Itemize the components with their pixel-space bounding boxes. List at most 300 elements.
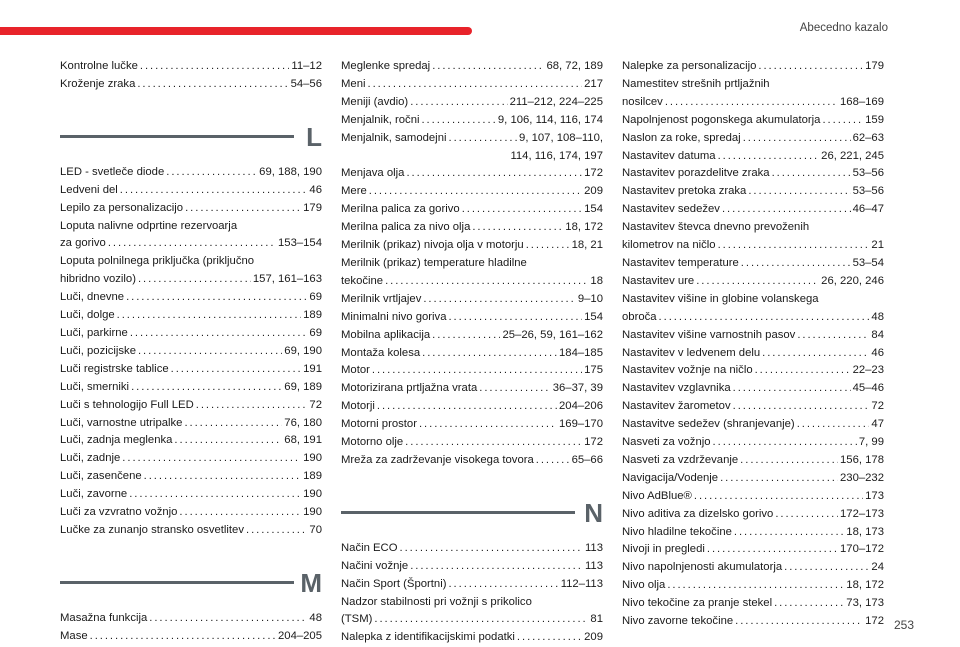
index-entry-text-line: Nastavitev višine in globine volanskega <box>622 292 819 305</box>
index-entry-pages: 172 <box>584 167 603 180</box>
leader-dots <box>174 432 282 450</box>
index-entry-pages: 191 <box>303 362 322 375</box>
index-entry-text: Montaža kolesa <box>341 346 421 359</box>
index-entry-line <box>622 613 884 631</box>
index-entry-text: Nasveti za vzdrževanje <box>622 453 739 466</box>
index-entry-pages: 209 <box>584 631 603 644</box>
index-entry-pages: 168–169 <box>840 95 884 108</box>
section-divider <box>60 135 294 138</box>
index-entry-line <box>60 504 322 522</box>
leader-dots <box>659 309 870 327</box>
index-entry-text: Merilna palica za nivo olja <box>341 221 471 234</box>
index-entry-text: Ledveni del <box>60 183 118 196</box>
index-entry <box>60 76 322 94</box>
index-entry-text: Menjalnik, ročni <box>341 113 420 126</box>
leader-dots <box>196 397 308 415</box>
index-entry-pages: 175 <box>584 364 603 377</box>
index-entry-line <box>341 183 603 201</box>
leader-dots <box>422 345 557 363</box>
index-entry-pages: 170–172 <box>840 543 884 556</box>
index-entry-line <box>622 452 884 470</box>
index-entry-text: Merilnik (prikaz) nivoja olja v motorju <box>341 239 524 252</box>
leader-dots <box>117 307 301 325</box>
index-entry <box>60 343 322 361</box>
index-entry-line <box>60 486 322 504</box>
index-entry <box>60 504 322 522</box>
page-number: 253 <box>893 618 914 632</box>
index-entry <box>622 362 884 380</box>
index-entry <box>622 398 884 416</box>
index-entry <box>622 130 884 148</box>
index-entry-line <box>341 416 603 434</box>
section-letter: M <box>300 567 322 598</box>
index-entry-text: Motorji <box>341 400 375 413</box>
index-entry <box>622 595 884 613</box>
index-entry-pages: 209 <box>584 185 603 198</box>
leader-dots <box>171 361 302 379</box>
index-entry-text: Nivo AdBlue® <box>622 489 692 502</box>
index-entry <box>622 291 884 327</box>
index-entry-text: nosilcev <box>622 95 663 108</box>
leader-dots <box>536 452 570 470</box>
leader-dots <box>784 559 869 577</box>
leader-dots <box>517 629 582 647</box>
leader-dots <box>449 130 518 148</box>
index-entry-line <box>622 201 884 219</box>
index-entry <box>60 289 322 307</box>
index-entry-text: Menjalnik, samodejni <box>341 131 447 144</box>
index-entry <box>60 415 322 433</box>
index-entry <box>341 452 603 470</box>
index-entry-pages: 46 <box>309 183 322 196</box>
index-entry-line <box>341 130 603 148</box>
leader-dots <box>410 558 583 576</box>
index-entry-text: Luči, zavorne <box>60 488 128 501</box>
index-entry-pages: 18, 21 <box>571 239 603 252</box>
index-entry-line <box>622 380 884 398</box>
index-entry-pages: 25–26, 59, 161–162 <box>502 328 603 341</box>
index-entry <box>60 325 322 343</box>
index-entry-text: Naslon za roke, spredaj <box>622 131 741 144</box>
index-entry <box>622 380 884 398</box>
index-entry-text: Kontrolne lučke <box>60 60 138 72</box>
index-entry-line <box>622 595 884 613</box>
index-entry-line <box>622 309 884 327</box>
index-entry <box>622 327 884 345</box>
index-entry-line <box>622 524 884 542</box>
leader-dots <box>718 237 870 255</box>
index-entry <box>341 255 603 291</box>
section-heading <box>60 560 322 604</box>
index-entry-text: hibridno vozilo) <box>60 273 136 286</box>
index-entry-pages: 47 <box>871 418 884 431</box>
index-entry-line <box>341 309 603 327</box>
index-entry-line <box>341 611 603 629</box>
index-entry <box>622 452 884 470</box>
index-entry-line <box>622 183 884 201</box>
index-entry <box>622 76 884 112</box>
index-entry-pages: 9, 107, 108–110, <box>519 131 603 144</box>
index-entry-text: Luči s tehnologijo Full LED <box>60 398 194 411</box>
index-entry-pages: 184–185 <box>559 346 603 359</box>
leader-dots <box>130 325 308 343</box>
index-entry <box>341 398 603 416</box>
index-entry-line <box>60 343 322 361</box>
index-entry-line <box>60 182 322 200</box>
index-entry <box>341 558 603 576</box>
leader-dots <box>138 271 251 289</box>
index-entry-pages: 179 <box>303 201 322 214</box>
index-entry-pages: 159 <box>865 113 884 126</box>
index-entry-line <box>60 361 322 379</box>
leader-dots <box>774 595 844 613</box>
index-entry-line <box>60 307 322 325</box>
index-entry-pages: 53–56 <box>852 167 884 180</box>
index-entry-text-line: Nadzor stabilnosti pri vožnji s prikolico <box>341 595 532 608</box>
index-entry-pages: 24 <box>871 561 884 574</box>
index-entry-text: Lučke za zunanjo stransko osvetlitev <box>60 523 244 536</box>
index-entry-text: Nastavitev ure <box>622 274 695 287</box>
index-entry-line <box>60 235 322 253</box>
index-entry-pages: 172 <box>865 615 884 628</box>
index-entry-line <box>341 629 603 647</box>
index-entry <box>622 58 884 76</box>
index-entry-line <box>60 200 322 218</box>
index-entry-text: Nasveti za vožnjo <box>622 436 711 449</box>
index-entry-text-line: Namestitev strešnih prtljažnih <box>622 77 770 90</box>
index-entry-pages: 48 <box>309 611 322 624</box>
index-entry-text: Luči, dolge <box>60 309 115 322</box>
index-entry-line <box>60 468 322 486</box>
index-entry-line <box>60 271 322 289</box>
index-entry <box>622 577 884 595</box>
index-entry-line <box>622 327 884 345</box>
index-entry-text: Nivo zavorne tekočine <box>622 615 734 628</box>
index-entry-text: Motorno olje <box>341 436 404 449</box>
index-entry <box>622 559 884 577</box>
index-entry-line <box>622 577 884 595</box>
index-entry-line <box>341 291 603 309</box>
index-entry-pages: 45–46 <box>852 382 884 395</box>
index-entry-line <box>341 237 603 255</box>
index-entry-text: Nivo tekočine za pranje stekel <box>622 597 773 610</box>
index-column-2 <box>341 58 603 647</box>
index-entry <box>60 628 322 646</box>
index-entry-text: Načini vožnje <box>341 559 409 572</box>
index-entry-pages: 154 <box>584 203 603 216</box>
index-column-3 <box>622 58 884 631</box>
index-entry-line <box>60 522 322 540</box>
leader-dots <box>797 416 870 434</box>
index-entry-line <box>622 255 884 273</box>
index-entry-line <box>341 362 603 380</box>
index-entry-pages: 46–47 <box>852 203 884 216</box>
leader-dots <box>720 470 838 488</box>
index-entry <box>622 488 884 506</box>
index-entry <box>60 307 322 325</box>
page-header-title: Abecedno kazalo <box>799 22 888 34</box>
index-entry-text: Kroženje zraka <box>60 77 136 90</box>
index-entry-line <box>622 273 884 291</box>
leader-dots <box>129 486 301 504</box>
index-entry-text: Menjava olja <box>341 167 405 180</box>
index-entry-line <box>622 559 884 577</box>
index-entry-line <box>622 398 884 416</box>
index-entry-line <box>341 219 603 237</box>
index-entry-pages: 190 <box>303 452 322 465</box>
index-entry-pages: 18, 172 <box>846 579 884 592</box>
leader-dots <box>733 398 870 416</box>
index-entry-pages: 21 <box>871 239 884 252</box>
index-entry <box>341 576 603 594</box>
leader-dots <box>372 362 582 380</box>
index-entry <box>622 183 884 201</box>
index-entry-line <box>622 58 884 76</box>
index-entry-pages: 230–232 <box>840 471 884 484</box>
index-entry-text: Nivo napolnjenosti akumulatorja <box>622 561 783 574</box>
index-entry-line <box>60 76 322 94</box>
index-entry-pages: 69 <box>309 291 322 304</box>
index-entry-pages: 172 <box>584 436 603 449</box>
index-entry <box>622 541 884 559</box>
index-entry <box>341 380 603 398</box>
leader-dots <box>405 434 582 452</box>
leader-dots <box>667 577 844 595</box>
index-entry <box>60 218 322 254</box>
index-entry-line <box>341 273 603 291</box>
index-entry <box>341 362 603 380</box>
leader-dots <box>707 541 838 559</box>
index-entry-line <box>60 610 322 628</box>
index-entry-text: Merilna palica za gorivo <box>341 203 460 216</box>
section-letter: L <box>306 121 322 152</box>
leader-dots <box>369 183 582 201</box>
index-entry <box>341 58 603 76</box>
leader-dots <box>419 416 557 434</box>
index-entry-pages: 73, 173 <box>846 597 884 610</box>
index-entry <box>341 327 603 345</box>
index-entry-line <box>341 452 603 470</box>
index-entry-pages: 81 <box>590 613 603 626</box>
index-entry-pages: 18, 172 <box>565 221 603 234</box>
index-entry-line <box>341 76 603 94</box>
index-entry-text: Nastavitev pretoka zraka <box>622 185 747 198</box>
section-letter: N <box>584 497 603 528</box>
index-entry-line <box>341 398 603 416</box>
index-entry-pages: 26, 220, 246 <box>821 274 884 287</box>
leader-dots <box>140 58 290 76</box>
index-entry <box>622 219 884 255</box>
index-entry-pages: 69, 190 <box>284 344 322 357</box>
index-entry-pages: 157, 161–163 <box>252 273 322 286</box>
leader-dots <box>448 309 582 327</box>
index-entry-text: Meglenke spredaj <box>341 60 431 72</box>
index-entry-pages: 69, 188, 190 <box>259 165 322 178</box>
index-entry-text: Luči za vzvratno vožnjo <box>60 506 178 519</box>
leader-dots <box>462 201 582 219</box>
index-entry-text: Luči, varnostne utripalke <box>60 416 183 429</box>
leader-dots <box>822 112 863 130</box>
leader-dots <box>137 76 288 94</box>
index-entry <box>341 201 603 219</box>
index-entry-pages: 189 <box>303 309 322 322</box>
leader-dots <box>90 628 276 646</box>
index-entry-line <box>60 450 322 468</box>
section-divider <box>60 581 294 584</box>
index-entry <box>341 629 603 647</box>
index-entry-text: kilometrov na ničlo <box>622 239 716 252</box>
index-entry-pages: 211–212, 224–225 <box>509 95 603 108</box>
index-entry-line <box>341 112 603 130</box>
index-entry-pages: 18 <box>590 274 603 287</box>
index-column-1 <box>60 58 322 646</box>
index-entry-line <box>341 345 603 363</box>
index-entry-text: Nastavitev vzglavnika <box>622 382 731 395</box>
index-entry <box>60 397 322 415</box>
index-entry-text: za gorivo <box>60 237 106 250</box>
index-entry-pages: 9–10 <box>577 292 603 305</box>
index-entry-line <box>622 94 884 112</box>
index-entry-text: Nastavitev vožnje na ničlo <box>622 364 753 377</box>
index-entry-text: Mase <box>60 629 88 642</box>
index-entry-line <box>60 325 322 343</box>
leader-dots <box>149 610 307 628</box>
index-entry <box>622 273 884 291</box>
index-entry-line <box>622 148 884 166</box>
header-accent-bar <box>0 27 472 35</box>
index-entry <box>622 148 884 166</box>
index-entry <box>60 432 322 450</box>
index-entry-line <box>60 628 322 646</box>
index-entry <box>622 524 884 542</box>
index-entry-line <box>341 558 603 576</box>
leader-dots <box>108 235 276 253</box>
index-entry-line <box>622 130 884 148</box>
index-entry-text: Meniji (avdio) <box>341 95 409 108</box>
leader-dots <box>740 452 838 470</box>
index-entry <box>622 345 884 363</box>
leader-dots <box>184 415 282 433</box>
index-entry-pages: 190 <box>303 506 322 519</box>
index-entry-pages: 7, 99 <box>858 436 884 449</box>
index-entry-text-line: Loputa polnilnega priključka (priključno <box>60 255 255 268</box>
index-entry <box>622 112 884 130</box>
index-entry-pages: 172–173 <box>840 507 884 520</box>
index-entry-pages: 54–56 <box>290 77 322 90</box>
index-entry-text: Nastavitev sedežev <box>622 203 720 216</box>
index-entry-text: Nivo olja <box>622 579 666 592</box>
index-entry-line <box>622 345 884 363</box>
index-entry <box>341 94 603 112</box>
index-entry-line <box>341 540 603 558</box>
leader-dots <box>526 237 570 255</box>
index-entry <box>341 183 603 201</box>
leader-dots <box>421 112 495 130</box>
index-entry <box>60 522 322 540</box>
index-entry-text: Motorizirana prtljažna vrata <box>341 382 478 395</box>
index-entry-line <box>622 237 884 255</box>
index-entry-pages: 204–205 <box>278 629 322 642</box>
index-entry <box>341 291 603 309</box>
leader-dots <box>432 327 500 345</box>
leader-dots <box>138 343 282 361</box>
leader-dots <box>144 468 301 486</box>
index-entry-pages: 156, 178 <box>840 453 884 466</box>
index-entry-text: Nastavitev temperature <box>622 256 739 269</box>
index-entry-text: Minimalni nivo goriva <box>341 310 447 323</box>
index-entry-pages: 53–54 <box>852 256 884 269</box>
index-entry <box>341 345 603 363</box>
leader-dots <box>179 504 301 522</box>
index-entry-text: Nastavitev porazdelitve zraka <box>622 167 770 180</box>
leader-dots <box>374 611 588 629</box>
index-entry <box>60 379 322 397</box>
index-entry-line <box>341 165 603 183</box>
index-entry-pages: 204–206 <box>559 400 603 413</box>
leader-dots <box>696 273 819 291</box>
leader-dots <box>718 148 820 166</box>
section-divider <box>341 511 575 514</box>
index-entry-text: Mobilna aplikacija <box>341 328 431 341</box>
index-entry-text: Nalepke za personalizacijo <box>622 60 757 72</box>
index-entry <box>622 470 884 488</box>
index-entry-line <box>622 506 884 524</box>
index-entry-line <box>60 379 322 397</box>
leader-dots <box>755 362 851 380</box>
index-entry-pages: 53–56 <box>852 185 884 198</box>
index-entry-line <box>622 112 884 130</box>
index-entry <box>60 610 322 628</box>
leader-dots <box>423 291 576 309</box>
index-entry-pages: 189 <box>303 470 322 483</box>
leader-dots <box>713 434 857 452</box>
index-entry-text: Luči, dnevne <box>60 291 125 304</box>
index-entry-pages: 154 <box>584 310 603 323</box>
index-entry <box>60 182 322 200</box>
leader-dots <box>120 182 308 200</box>
index-entry-text: Luči, zadnja meglenka <box>60 434 173 447</box>
index-entry-text: Mere <box>341 185 367 198</box>
index-entry-line <box>622 470 884 488</box>
index-entry <box>60 200 322 218</box>
index-entry-line <box>341 94 603 112</box>
index-entry-pages: 113 <box>584 559 603 572</box>
index-entry-text: Nastavitev žarometov <box>622 400 731 413</box>
leader-dots <box>734 524 844 542</box>
index-entry <box>622 201 884 219</box>
index-entry-line <box>622 434 884 452</box>
leader-dots <box>432 58 544 76</box>
index-entry-line <box>60 289 322 307</box>
index-entry-text: Nastavitev datuma <box>622 149 716 162</box>
index-entry-line <box>60 397 322 415</box>
index-entry-pages: 70 <box>309 523 322 536</box>
index-entry-text: Nastavitev v ledvenem delu <box>622 346 761 359</box>
index-entry <box>60 486 322 504</box>
index-entry <box>341 237 603 255</box>
index-entry-text: Merilnik vrtljajev <box>341 292 422 305</box>
index-entry-text: tekočine <box>341 274 384 287</box>
index-entry-text: Luči, zasenčene <box>60 470 142 483</box>
index-entry-pages: 173 <box>865 489 884 502</box>
index-entry-pages: 69, 189 <box>284 380 322 393</box>
index-entry-line <box>622 488 884 506</box>
index-entry-text: Način Sport (Športni) <box>341 577 447 590</box>
index-entry-pages: 18, 173 <box>846 525 884 538</box>
leader-dots <box>126 289 307 307</box>
index-entry-line <box>622 541 884 559</box>
section-heading <box>60 114 322 158</box>
